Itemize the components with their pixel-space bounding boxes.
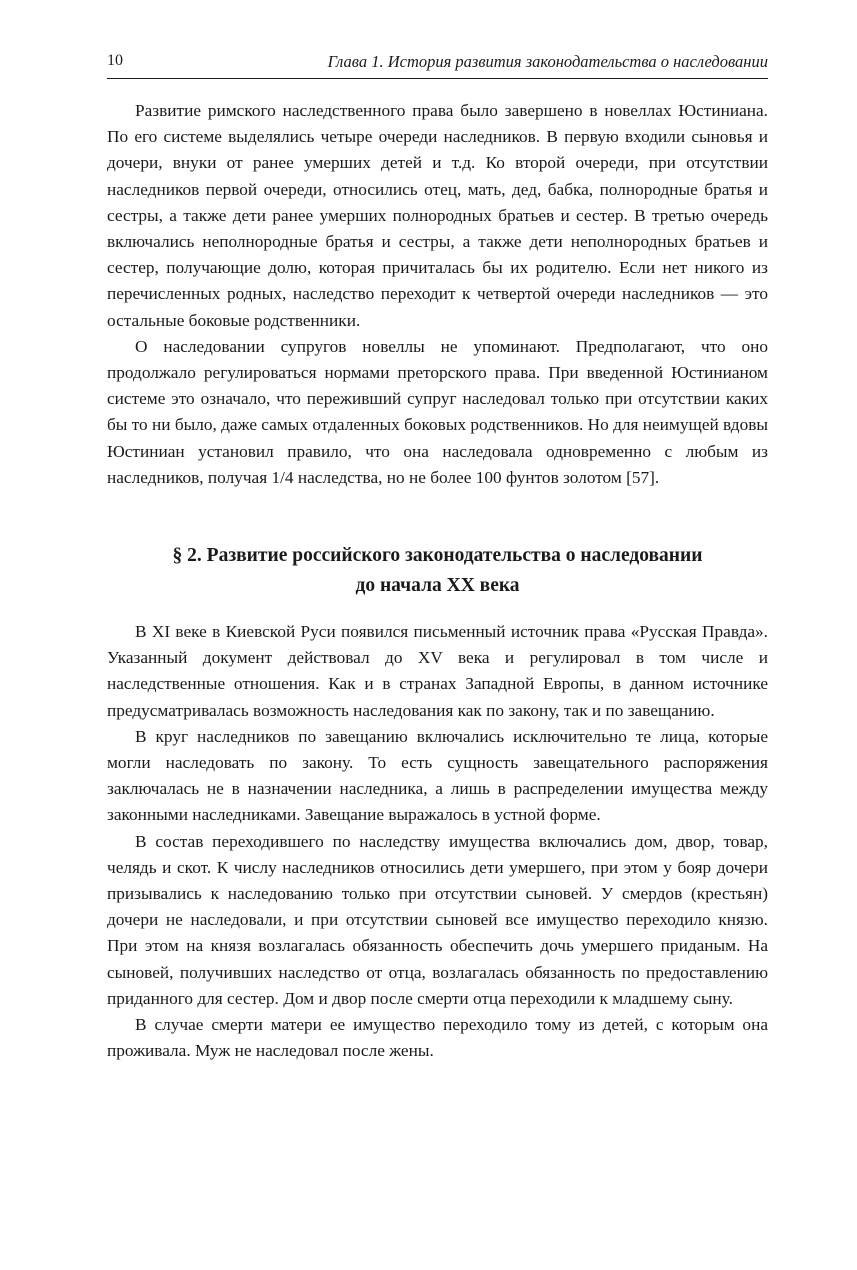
section-heading — [107, 541, 768, 601]
paragraph: О наследовании супругов новеллы не упоминают. Предполагают, что оно продолжало регулироваться нормами преторского права. При введенной Юстинианом системе это означало, что переживший супруг наследовал только при отсутствии каких бы то ни было, даже самых отдаленных боковых родственников. Но для неимущей вдовы Юстиниан установил правило, что она наследовала одновременно с любым из наследников, получая 1/4 наследства, но не более 100 фунтов золотом [57]. — [107, 336, 768, 487]
paragraph: В круг наследников по завещанию включались исключительно те лица, которые могли наследовать по закону. То есть сущность завещательного распоряжения заключалась не в назначении наследника, а лишь в распределении имущества между законными наследниками. Завещание выражалось в устной форме. — [107, 726, 768, 825]
section-heading-line-1: § 2. Развитие российского законодательства о наследовании — [172, 545, 703, 567]
paragraph: В состав переходившего по наследству имущества включались дом, двор, товар, челядь и скот. К числу наследников относились дети умершего, при этом у бояр дочери призывались к наследованию только при отсутствии сыновей. У смердов (крестьян) дочери не наследовали, и при отсутствии сыновей все имущество переходило князю. При этом на князя возлагалась обязанность обеспечить дочь умершего приданым. На сыновей, получивших наследство от отца, возлагалась обязанность по предоставлению приданного для сестер. Дом и двор после смерти отца переходили к младшему сыну. — [107, 831, 768, 1008]
chapter-running-title: Глава 1. История развития законодательства о наследовании — [327, 52, 768, 71]
page-number: 10 — [107, 52, 123, 69]
paragraph: В XI веке в Киевской Руси появился письменный источник права «Русская Правда». Указанный документ действовал до XV века и регулировал в том числе и наследственные отношения. Как и в странах Западной Европы, в данном источнике предусматривалась возможность наследования как по закону, так и по завещанию. — [107, 622, 768, 720]
running-header — [107, 52, 768, 79]
page-body — [107, 98, 768, 1065]
section-heading-line-2: до начала XX века — [355, 575, 520, 597]
paragraph: Развитие римского наследственного права было завершено в новеллах Юстиниана. По его системе выделялись четыре очереди наследников. В первую входили сыновья и дочери, внуки от ранее умерших детей и т.д. Ко второй очереди, при отсутствии наследников первой очереди, относились отец, мать, дед, бабка, полнородные братья и сестры, а также дети ранее умерших полнородных братьев и сестер. В третью очередь включались неполнородные братья и сестры, а также дети неполнородных братьев и сестер, получающие долю, которая причиталась бы их родителю. Если нет никого из перечисленных родных, наследство переходит к четвертой очереди наследников — это остальные боковые родственники. — [107, 101, 768, 330]
paragraph: В случае смерти матери ее имущество переходило тому из детей, с которым она проживала. Муж не наследовал после жены. — [107, 1015, 768, 1061]
